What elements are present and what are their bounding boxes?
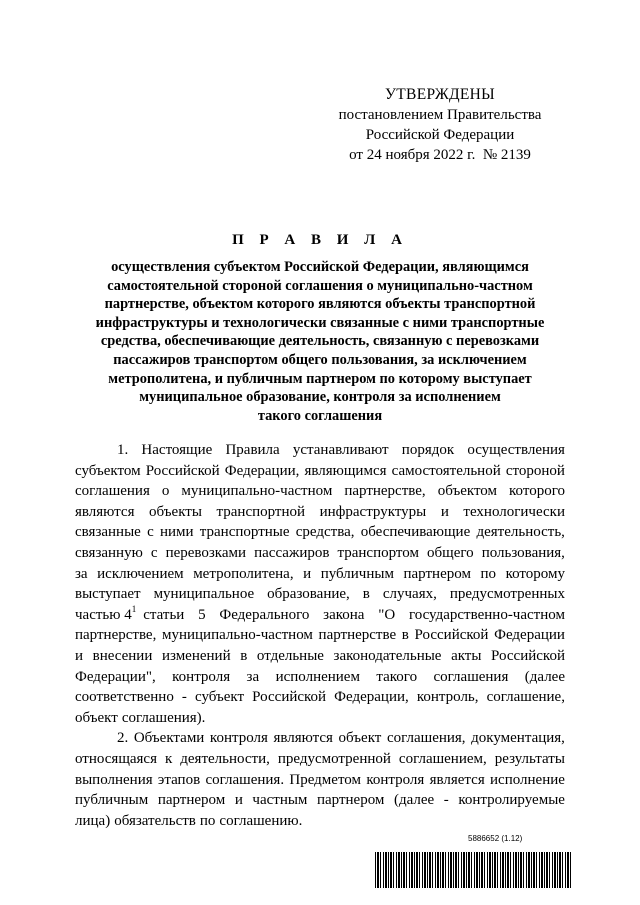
text-word: контроль, xyxy=(416,689,479,706)
text-word: государственно-частном xyxy=(408,606,565,623)
text-word: результаты xyxy=(494,750,565,767)
barcode-bars xyxy=(375,852,571,888)
text-word: технологически xyxy=(463,503,565,520)
approval-block xyxy=(300,85,580,165)
text-word: "О xyxy=(378,606,396,623)
text-word: пользования, xyxy=(481,544,565,561)
subtitle-line: пассажиров транспортом общего пользования, за исключением xyxy=(113,351,527,368)
text-word: соглашения xyxy=(75,483,150,500)
text-word: 5 xyxy=(198,606,206,623)
subtitle-line: самостоятельной стороной соглашения о муниципально-частном xyxy=(107,277,533,294)
text-word: являются xyxy=(273,730,333,747)
approval-date-number: от 24 ноября 2022 г. № 2139 xyxy=(349,147,531,163)
text-word: стороной xyxy=(505,462,565,479)
text-line xyxy=(75,522,565,543)
text-word: соглашения xyxy=(433,668,509,685)
approval-line: постановлением Правительства xyxy=(338,107,542,123)
text-word: Федерации", xyxy=(75,668,156,685)
text-word: Российской xyxy=(414,627,489,644)
document-title: П Р А В И Л А xyxy=(232,232,408,248)
text-word: выполнения xyxy=(75,771,153,788)
text-word: предусмотренных xyxy=(449,586,565,603)
text-word: перевозками xyxy=(165,544,247,561)
text-word: партнерстве, xyxy=(344,483,426,500)
text-word: партнерстве xyxy=(318,627,397,644)
text-word: закона xyxy=(323,606,365,623)
text-word: соглашения, xyxy=(386,730,466,747)
paragraph-1 xyxy=(75,440,565,728)
text-word: частью 4 xyxy=(75,606,132,623)
text-line xyxy=(75,584,565,605)
text-word: с xyxy=(150,544,158,561)
text-word: осуществления xyxy=(467,442,565,458)
text-word: с xyxy=(147,524,154,541)
text-word: Российской xyxy=(491,647,565,664)
text-word: предусмотренной xyxy=(277,750,391,767)
text-word: ними xyxy=(159,524,194,541)
text-word: к xyxy=(164,750,173,767)
text-word: (далее xyxy=(524,668,565,685)
text-word: связанные xyxy=(75,524,141,541)
text-word: Федерации, xyxy=(334,689,409,706)
text-word: 2. xyxy=(117,730,129,747)
text-word: объект xyxy=(338,730,382,747)
barcode xyxy=(375,838,571,888)
text-word: исключением xyxy=(97,565,184,582)
text-line xyxy=(75,625,565,646)
text-word: публичным xyxy=(75,792,149,809)
text-word: изменений xyxy=(161,647,231,664)
text-word: 1. xyxy=(117,442,129,458)
text-word: и xyxy=(234,792,243,809)
text-word: частным xyxy=(252,792,308,809)
text-word: субъектом xyxy=(75,462,141,479)
text-word: за xyxy=(75,565,88,582)
text-word: исполнение xyxy=(490,771,565,788)
text-word: в xyxy=(401,627,409,644)
text-word: деятельность, xyxy=(476,524,565,541)
document-subtitle xyxy=(60,258,580,425)
subtitle-line: муниципальное образование, контроля за исполнением xyxy=(139,389,501,406)
text-word: самостоятельной xyxy=(391,462,501,479)
text-word: метрополитена, xyxy=(193,565,294,582)
text-line xyxy=(75,667,565,688)
superscript: 1 xyxy=(131,603,137,614)
text-word: и xyxy=(440,503,449,520)
text-word: партнерстве, xyxy=(75,627,157,644)
text-word: (далее xyxy=(393,792,435,809)
text-word: в xyxy=(240,647,248,664)
text-word: соглашением, xyxy=(398,750,487,767)
text-word: соответственно xyxy=(75,689,174,706)
subtitle-line: средства, обеспечивающие деятельность, связанную с перевозками xyxy=(100,333,540,350)
text-word: пассажиров xyxy=(254,544,330,561)
text-word: обеспечивающие xyxy=(360,524,471,541)
text-word: и xyxy=(303,565,312,582)
text-word: контроля xyxy=(172,668,231,685)
text-word: исполнением xyxy=(275,668,360,685)
text-line xyxy=(75,790,565,811)
text-word: относящаяся xyxy=(75,750,157,767)
text-word: партнером xyxy=(403,565,471,582)
text-word: транспортные xyxy=(199,524,290,541)
text-word: Правила xyxy=(225,442,280,458)
text-word: случаях, xyxy=(382,586,437,603)
text-word: акты xyxy=(451,647,482,664)
text-word: соглашения. xyxy=(205,771,285,788)
text-word: транспортом xyxy=(337,544,419,561)
text-word: являющимся xyxy=(304,462,387,479)
text-line xyxy=(75,461,565,482)
text-line xyxy=(75,502,565,523)
text-word: выступает xyxy=(75,586,141,603)
text-word: субъект xyxy=(194,689,245,706)
text-fragment xyxy=(75,605,136,626)
text-word: связанную xyxy=(75,544,143,561)
barcode-number: 5886652 (1.12) xyxy=(468,834,523,843)
subtitle-line: такого соглашения xyxy=(257,407,383,424)
text-word: Объектами xyxy=(133,730,205,747)
text-word: инфраструктуры xyxy=(319,503,427,520)
text-line xyxy=(75,687,565,708)
text-word: отдельные xyxy=(256,647,324,664)
text-word: порядок xyxy=(401,442,455,458)
text-word: контроля xyxy=(366,771,425,788)
text-word: по xyxy=(480,565,497,582)
text-word: соглашению. xyxy=(219,812,303,829)
subtitle-line: осуществления субъектом Российской Федерации, являющимся xyxy=(111,259,529,275)
text-word: устанавливают xyxy=(292,442,389,458)
text-word: общего xyxy=(427,544,474,561)
text-word: партнером xyxy=(157,792,226,809)
text-word: - xyxy=(181,689,187,706)
text-word: документация, xyxy=(471,730,565,747)
text-word: партнером xyxy=(316,792,385,809)
text-word: муниципально-частном xyxy=(181,483,333,500)
text-word: муниципально-частном xyxy=(161,627,313,644)
text-line xyxy=(75,481,565,502)
text-word: соглашения). xyxy=(121,709,206,726)
text-word: по xyxy=(199,812,216,829)
text-word: контроля xyxy=(209,730,268,747)
text-word: Российской xyxy=(252,689,327,706)
text-word: объекты xyxy=(149,503,202,520)
text-word: Федерации xyxy=(494,627,565,644)
text-word: и xyxy=(75,647,84,664)
text-word: средства, xyxy=(295,524,355,541)
text-word: в xyxy=(362,586,370,603)
text-fragment-rest xyxy=(143,605,565,626)
text-word: законодательные xyxy=(333,647,442,664)
subtitle-line: метрополитена, и публичным партнером по которому выступает xyxy=(108,370,532,387)
text-word: обязательств xyxy=(114,812,196,829)
text-word: транспортной xyxy=(216,503,306,520)
text-word: о xyxy=(161,483,170,500)
text-word: объект xyxy=(75,709,118,726)
text-line xyxy=(75,564,565,585)
text-word: муниципальное xyxy=(153,586,255,603)
text-line xyxy=(75,770,565,791)
subtitle-line: инфраструктуры и технологически связанные с ними транспортные xyxy=(95,314,545,331)
text-word: деятельности, xyxy=(180,750,270,767)
document-body xyxy=(75,440,565,831)
subtitle-line: партнерстве, объектом которого являются объекты транспортной xyxy=(104,296,536,313)
text-line-with-superscript xyxy=(75,605,565,626)
text-word: объектом xyxy=(437,483,498,500)
text-word: такого xyxy=(376,668,418,685)
text-word: этапов xyxy=(157,771,201,788)
text-line xyxy=(75,708,565,729)
text-word: статьи xyxy=(143,606,185,623)
text-word: являются xyxy=(75,503,135,520)
text-line xyxy=(75,440,565,461)
text-word: образование, xyxy=(267,586,350,603)
text-word: Настоящие xyxy=(141,442,213,458)
text-word: Федерации, xyxy=(224,462,300,479)
text-line xyxy=(75,646,565,667)
text-word: публичным xyxy=(320,565,394,582)
text-word: Российской xyxy=(145,462,220,479)
text-word: лица) xyxy=(75,812,111,829)
text-word: Федерального xyxy=(219,606,310,623)
text-line xyxy=(75,728,565,749)
text-word: соглашение, xyxy=(486,689,565,706)
text-line xyxy=(75,811,565,832)
paragraph-2 xyxy=(75,728,565,831)
text-word: внесении xyxy=(92,647,153,664)
text-word: которого xyxy=(509,483,565,500)
approval-title: УТВЕРЖДЕНЫ xyxy=(385,86,495,103)
text-word: контролируемые xyxy=(458,792,565,809)
approval-line: Российской Федерации xyxy=(365,127,515,143)
text-word: является xyxy=(429,771,485,788)
text-line xyxy=(75,749,565,770)
text-word: - xyxy=(443,792,449,809)
text-word: Предметом xyxy=(289,771,362,788)
text-line xyxy=(75,543,565,564)
text-word: которому xyxy=(505,565,565,582)
text-word: за xyxy=(246,668,260,685)
